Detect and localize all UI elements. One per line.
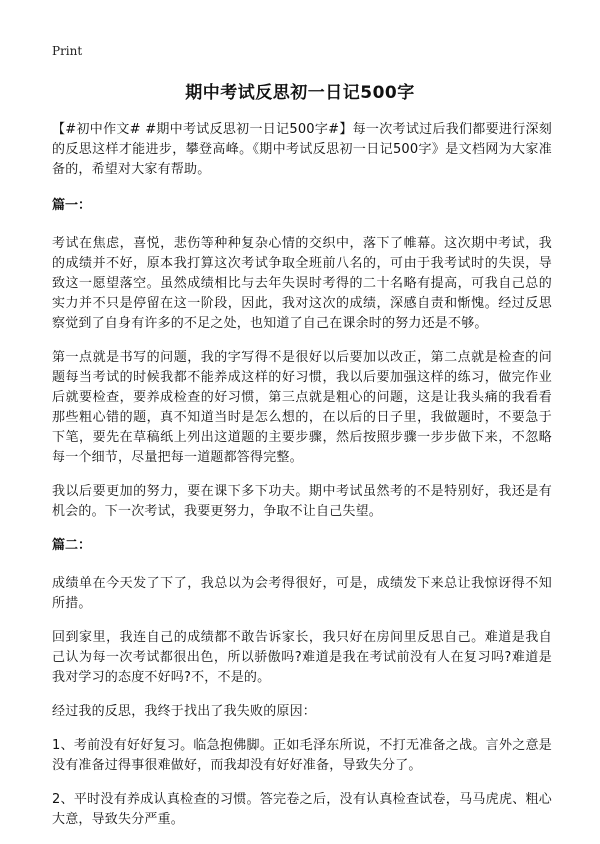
article-body — [52, 120, 552, 844]
paragraph: 经过我的反思，我终于找出了我失败的原因： — [52, 704, 317, 719]
paragraph: 2、平时没有养成认真检查的习惯。答完卷之后，没有认真检查试卷，马马虎虎、粗心大意，导致失分严重。 — [52, 792, 552, 827]
paragraph: 我以后要更加的努力，要在课下多下功夫。期中考试虽然考的不是特别好，我还是有机会的。下一次考试，我要更努力，争取不让自己失望。 — [52, 484, 552, 519]
paragraph: 1、考前没有好好复习。临急抱佛脚。正如毛泽东所说，不打无准备之战。言外之意是没有准备过得事很难做好，而我却没有好好准备，导致失分了。 — [52, 738, 552, 773]
page-title: 期中考试反思初一日记500字 — [185, 83, 415, 103]
intro-paragraph: 【#初中作文# #期中考试反思初一日记500字#】每一次考试过后我们都要进行深刻的反思这样才能进步，攀登高峰。《期中考试反思初一日记500字》是文档网为大家准备的，希望对大家有帮助。 — [52, 122, 552, 177]
section-1 — [52, 196, 552, 522]
section-heading: 篇一： — [52, 198, 92, 213]
paragraph: 考试在焦虑，喜悦，悲伤等种种复杂心情的交织中，落下了帷幕。这次期中考试，我的成绩并不好，原本我打算这次考试争取全班前八名的，可由于我考试时的失误，导致这一愿望落空。虽然成绩相比与去年失误时考得的二十名略有提高，可我自己总的实力并不只是停留在这一阶段，因此，我对这次的成绩，深感自责和惭愧。经过反思察觉到了自身有许多的不足之处，也知道了自己在课余时的努力还是不够。 — [52, 236, 552, 331]
paragraph: 成绩单在今天发了下了，我总以为会考得很好，可是，成绩发下来总让我惊讶得不知所措。 — [52, 576, 552, 611]
print-link[interactable]: Print — [52, 44, 83, 58]
paragraph: 回到家里，我连自己的成绩都不敢告诉家长，我只好在房间里反思自己。难道是我自己认为每一次考试都很出色，所以骄傲吗?难道是我在考试前没有人在复习吗?难道是我对学习的态度不好吗?不，不是的。 — [52, 630, 552, 685]
section-heading: 篇二： — [52, 538, 92, 553]
section-2 — [52, 536, 552, 830]
paragraph: 第一点就是书写的问题，我的字写得不是很好以后要加以改正，第二点就是检查的问题每当考试的时候我都不能养成这样的好习惯，我以后要加强这样的练习，做完作业后就要检查，要养成检查的好习惯，第三点就是粗心的问题，这是让我头痛的我看看那些粗心错的题，真不知道当时是怎么想的，在以后的日子里，我做题时，不要急于下笔，要先在草稿纸上列出这道题的主要步骤，然后按照步骤一步步做下来，不忽略每一个细节，尽量把每一道题都答得完整。 — [52, 350, 552, 465]
